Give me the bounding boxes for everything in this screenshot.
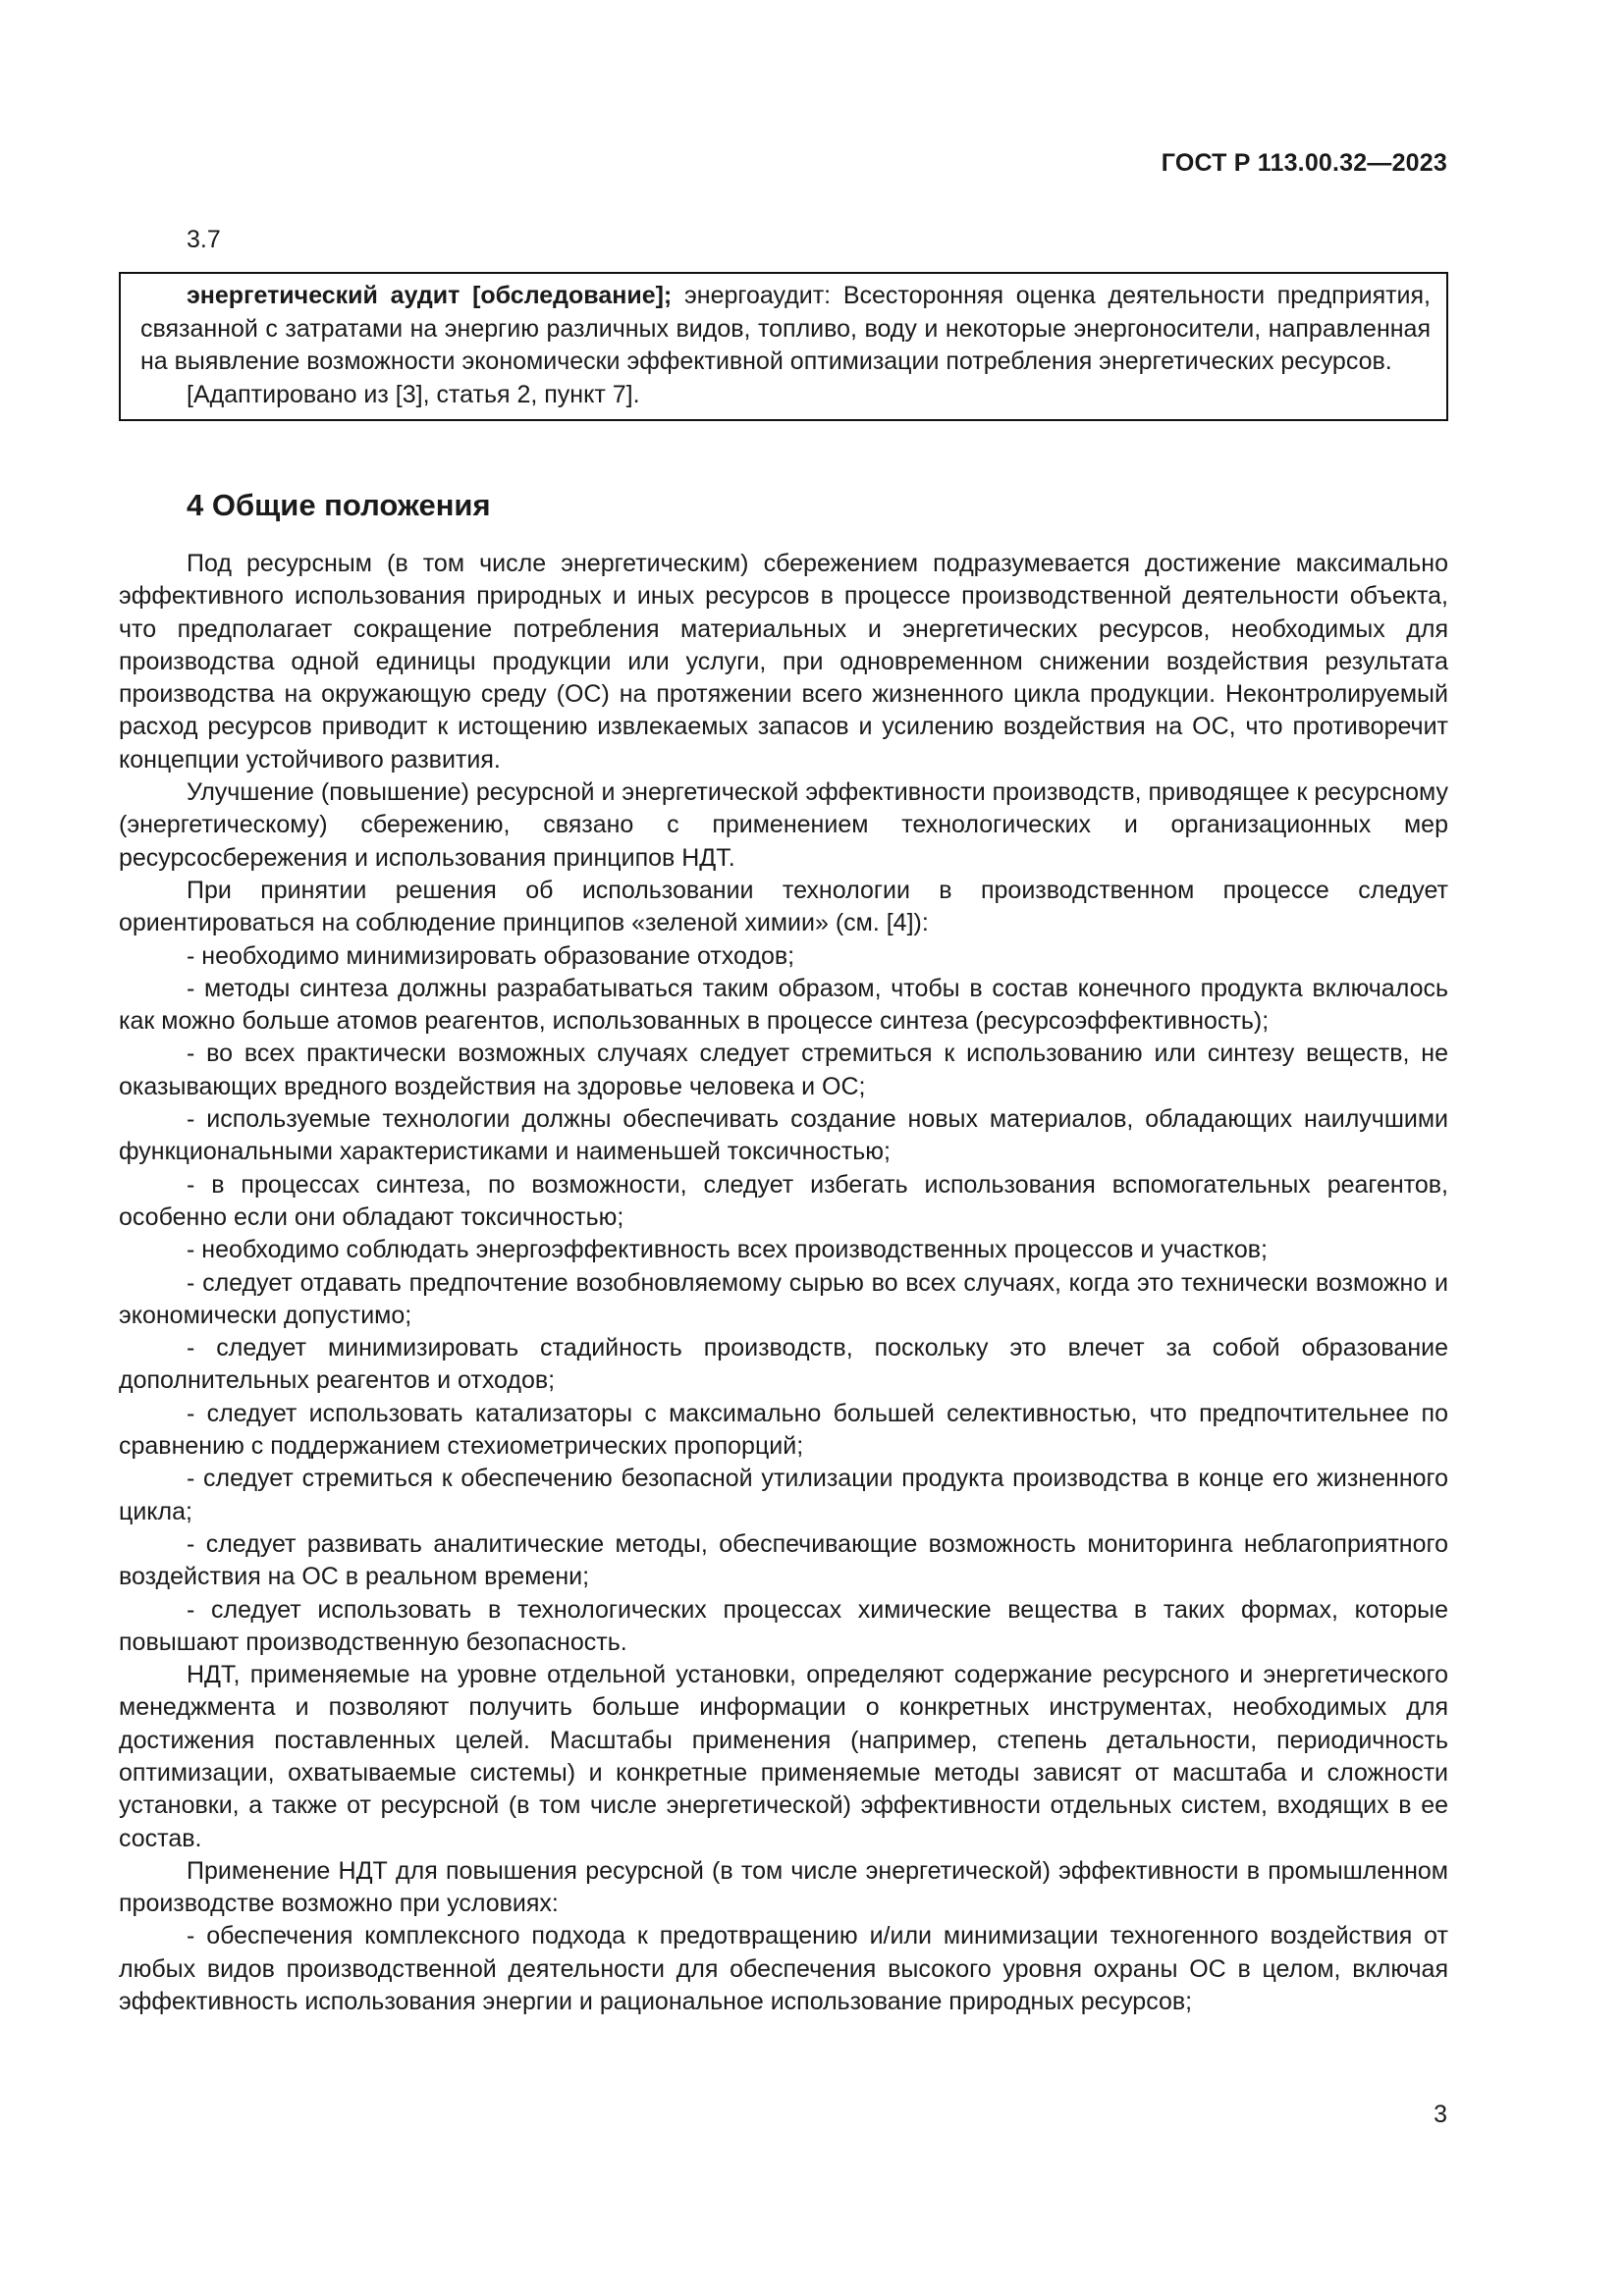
list-item: - необходимо соблюдать энергоэффективность всех производственных процессов и участков;	[187, 1236, 1268, 1264]
list-item: - во всех практически возможных случаях следует стремиться к использованию или синтезу веществ, не оказывающих вредного воздействия на здоровье человека и ОС;	[119, 1040, 1448, 1100]
paragraph: Под ресурсным (в том числе энергетическим) сбережением подразумевается достижение максимально эффективного использования природных и иных ресурсов в процессе производственной деятельности объекта, что предполагает сокращение потребления материальных и энергетических ресурсов, необходимых для производства одной единицы продукции или услуги, при одновременном снижении воздействия результата производства на окружающую среду (ОС) на протяжении всего жизненного цикла продукции. Неконтролируемый расход ресурсов приводит к истощению извлекаемых запасов и усилению воздействия на ОС, что противоречит концепции устойчивого развития.	[119, 550, 1448, 774]
paragraph: При принятии решения об использовании технологии в производственном процессе следует ориентироваться на соблюдение принципов «зеленой химии» (см. [4]):	[119, 876, 1448, 937]
list-item: - используемые технологии должны обеспечивать создание новых материалов, обладающих наилучшими функциональными характеристиками и наименьшей токсичностью;	[119, 1105, 1448, 1166]
page-number: 3	[1434, 2101, 1447, 2128]
list-item: - в процессах синтеза, по возможности, следует избегать использования вспомогательных реагентов, особенно если они обладают токсичностью;	[119, 1170, 1448, 1231]
term-definition	[140, 280, 1431, 379]
term-number: 3.7	[187, 226, 221, 253]
list-item: - следует развивать аналитические методы, обеспечивающие возможность мониторинга неблагоприятного воздействия на ОС в реальном времени;	[119, 1529, 1448, 1591]
term-name: энергетический аудит [обследование];	[187, 282, 673, 309]
list-item: - следует использовать в технологических процессах химические вещества в таких формах, которые повышают производственную безопасность.	[119, 1595, 1448, 1656]
list-item: - необходимо минимизировать образование отходов;	[187, 941, 795, 970]
list-item: - следует отдавать предпочтение возобновляемому сырью во всех случаях, когда это технически возможно и экономически допустимо;	[119, 1268, 1448, 1329]
paragraph: Улучшение (повышение) ресурсной и энергетической эффективности производств, приводящее к ресурсному (энергетическому) сбережению, связано с применением технологических и организационных мер ресурсосбережения и использования принципов НДТ.	[119, 778, 1448, 872]
list-item: - следует использовать катализаторы с максимально большей селективностью, что предпочтительнее по сравнению с поддержанием стехиометрических пропорций;	[119, 1399, 1448, 1461]
term-source: [Адаптировано из [3], статья 2, пункт 7].	[187, 380, 640, 408]
document-code: ГОСТ Р 113.00.32—2023	[1161, 149, 1447, 177]
list-item: - методы синтеза должны разрабатываться таким образом, чтобы в состав конечного продукта включалось как можно больше атомов реагентов, использованных в процессе синтеза (ресурсоэффективность);	[119, 974, 1448, 1036]
list-item: - следует минимизировать стадийность производств, поскольку это влечет за собой образование дополнительных реагентов и отходов;	[119, 1334, 1448, 1395]
section-body	[119, 548, 1448, 2018]
term-definition-box	[119, 272, 1448, 421]
list-item: - обеспечения комплексного подхода к предотвращению и/или минимизации техногенного воздействия от любых видов производственной деятельности для обеспечения высокого уровня охраны ОС в целом, включая эффективность использования энергии и рациональное использование природных ресурсов;	[119, 1922, 1448, 2016]
section-heading: 4 Общие положения	[187, 488, 491, 522]
paragraph: Применение НДТ для повышения ресурсной (в том числе энергетической) эффективности в промышленном производстве возможно при условиях:	[119, 1856, 1448, 1918]
term-definition-text: энергоаудит: Всесторонняя оценка деятельности предприятия, связанной с затратами на энергию различных видов, топливо, воду и некоторые энергоносители, направленная на выявление возможности экономически эффективной оптимизации потребления энергетических ресурсов.	[140, 282, 1431, 375]
paragraph: НДТ, применяемые на уровне отдельной установки, определяют содержание ресурсного и энергетического менеджмента и позволяют получить больше информации о конкретных инструментах, необходимых для достижения поставленных целей. Масштабы применения (например, степень детальности, периодичность оптимизации, охватываемые системы) и конкретные применяемые методы зависят от масштаба и сложности установки, а также от ресурсной (в том числе энергетической) эффективности отдельных систем, входящих в ее состав.	[119, 1661, 1448, 1852]
list-item: - следует стремиться к обеспечению безопасной утилизации продукта производства в конце его жизненного цикла;	[119, 1465, 1448, 1525]
